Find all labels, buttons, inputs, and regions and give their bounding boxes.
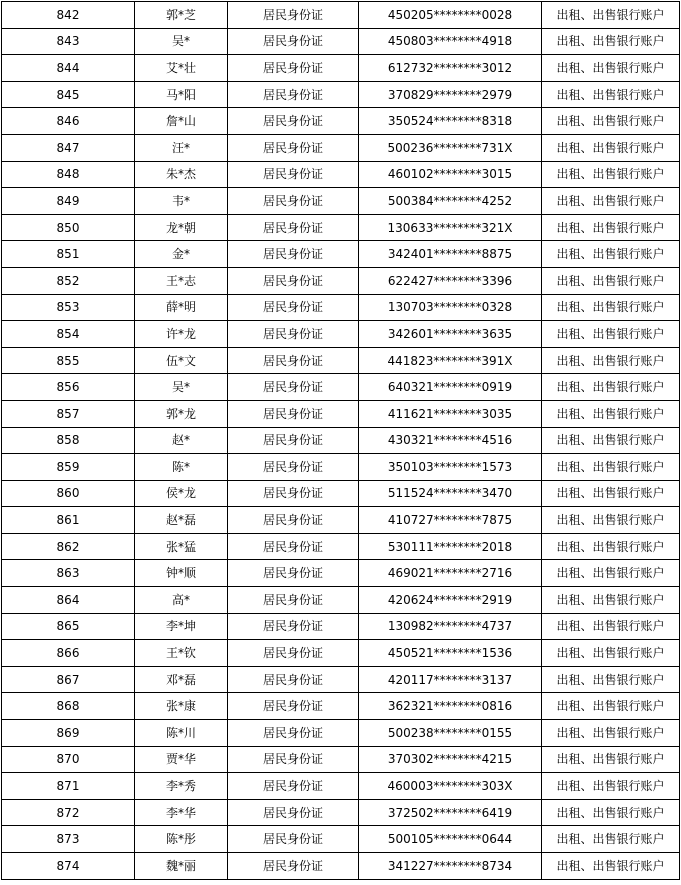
id-type-cell: 居民身份证 [228,666,359,693]
person-name-cell: 汪* [135,134,228,161]
id-number-cell: 430321********4516 [359,427,542,454]
row-number-cell: 871 [2,773,135,800]
id-type-cell: 居民身份证 [228,347,359,374]
row-number-cell: 844 [2,55,135,82]
id-number-cell: 372502********6419 [359,799,542,826]
violation-type-cell: 出租、出售银行账户 [542,374,680,401]
violation-type-cell: 出租、出售银行账户 [542,55,680,82]
violation-type-cell: 出租、出售银行账户 [542,108,680,135]
id-number-cell: 530111********2018 [359,533,542,560]
id-type-cell: 居民身份证 [228,799,359,826]
violation-type-cell: 出租、出售银行账户 [542,294,680,321]
violation-type-cell: 出租、出售银行账户 [542,799,680,826]
table-row [2,613,680,640]
row-number-cell: 855 [2,347,135,374]
violation-type-cell: 出租、出售银行账户 [542,826,680,853]
violation-type-cell: 出租、出售银行账户 [542,28,680,55]
row-number-cell: 862 [2,533,135,560]
id-number-cell: 420117********3137 [359,666,542,693]
id-number-cell: 350524********8318 [359,108,542,135]
violation-type-cell: 出租、出售银行账户 [542,400,680,427]
row-number-cell: 857 [2,400,135,427]
violation-type-cell: 出租、出售银行账户 [542,560,680,587]
row-number-cell: 858 [2,427,135,454]
id-number-cell: 362321********0816 [359,693,542,720]
table-row [2,826,680,853]
violation-type-cell: 出租、出售银行账户 [542,134,680,161]
violation-type-cell: 出租、出售银行账户 [542,427,680,454]
id-number-cell: 370302********4215 [359,746,542,773]
id-type-cell: 居民身份证 [228,533,359,560]
violation-type-cell: 出租、出售银行账户 [542,161,680,188]
table-row [2,28,680,55]
person-name-cell: 艾*壮 [135,55,228,82]
violation-type-cell: 出租、出售银行账户 [542,720,680,747]
violation-type-cell: 出租、出售银行账户 [542,853,680,880]
person-name-cell: 朱*杰 [135,161,228,188]
id-number-cell: 370829********2979 [359,81,542,108]
row-number-cell: 848 [2,161,135,188]
table-row [2,55,680,82]
id-type-cell: 居民身份证 [228,2,359,29]
id-number-cell: 342601********3635 [359,321,542,348]
row-number-cell: 874 [2,853,135,880]
id-type-cell: 居民身份证 [228,188,359,215]
table-row [2,587,680,614]
violation-type-cell: 出租、出售银行账户 [542,666,680,693]
violation-type-cell: 出租、出售银行账户 [542,693,680,720]
id-number-cell: 500238********0155 [359,720,542,747]
table-row [2,267,680,294]
person-name-cell: 魏*丽 [135,853,228,880]
person-name-cell: 郭*龙 [135,400,228,427]
table-row [2,533,680,560]
row-number-cell: 850 [2,214,135,241]
person-name-cell: 陈*彤 [135,826,228,853]
person-name-cell: 邓*磊 [135,666,228,693]
violation-type-cell: 出租、出售银行账户 [542,480,680,507]
id-type-cell: 居民身份证 [228,507,359,534]
id-number-cell: 410727********7875 [359,507,542,534]
id-number-cell: 460003********303X [359,773,542,800]
table-row [2,241,680,268]
table-row [2,400,680,427]
table-row [2,134,680,161]
person-name-cell: 韦* [135,188,228,215]
person-name-cell: 赵* [135,427,228,454]
person-name-cell: 吴* [135,28,228,55]
row-number-cell: 861 [2,507,135,534]
row-number-cell: 870 [2,746,135,773]
table-row [2,81,680,108]
row-number-cell: 849 [2,188,135,215]
records-table-body [2,2,680,880]
table-row [2,188,680,215]
person-name-cell: 龙*朝 [135,214,228,241]
person-name-cell: 陈*川 [135,720,228,747]
row-number-cell: 859 [2,454,135,481]
id-type-cell: 居民身份证 [228,773,359,800]
row-number-cell: 872 [2,799,135,826]
violation-type-cell: 出租、出售银行账户 [542,613,680,640]
person-name-cell: 张*康 [135,693,228,720]
table-row [2,853,680,880]
id-type-cell: 居民身份证 [228,826,359,853]
table-row [2,161,680,188]
row-number-cell: 863 [2,560,135,587]
id-type-cell: 居民身份证 [228,454,359,481]
violation-type-cell: 出租、出售银行账户 [542,267,680,294]
person-name-cell: 詹*山 [135,108,228,135]
row-number-cell: 866 [2,640,135,667]
row-number-cell: 842 [2,2,135,29]
row-number-cell: 873 [2,826,135,853]
records-table [1,1,680,880]
row-number-cell: 847 [2,134,135,161]
id-number-cell: 450521********1536 [359,640,542,667]
table-row [2,773,680,800]
id-type-cell: 居民身份证 [228,321,359,348]
id-number-cell: 500236********731X [359,134,542,161]
table-row [2,507,680,534]
person-name-cell: 高* [135,587,228,614]
row-number-cell: 853 [2,294,135,321]
id-number-cell: 341227********8734 [359,853,542,880]
table-row [2,454,680,481]
table-row [2,720,680,747]
id-type-cell: 居民身份证 [228,480,359,507]
row-number-cell: 865 [2,613,135,640]
violation-type-cell: 出租、出售银行账户 [542,773,680,800]
id-number-cell: 130982********4737 [359,613,542,640]
id-number-cell: 441823********391X [359,347,542,374]
violation-type-cell: 出租、出售银行账户 [542,214,680,241]
person-name-cell: 吴* [135,374,228,401]
person-name-cell: 王*志 [135,267,228,294]
id-number-cell: 500105********0644 [359,826,542,853]
id-number-cell: 130703********0328 [359,294,542,321]
id-number-cell: 420624********2919 [359,587,542,614]
person-name-cell: 贾*华 [135,746,228,773]
id-type-cell: 居民身份证 [228,560,359,587]
violation-type-cell: 出租、出售银行账户 [542,507,680,534]
violation-type-cell: 出租、出售银行账户 [542,2,680,29]
row-number-cell: 846 [2,108,135,135]
id-number-cell: 130633********321X [359,214,542,241]
row-number-cell: 868 [2,693,135,720]
table-row [2,480,680,507]
id-number-cell: 342401********8875 [359,241,542,268]
violation-type-cell: 出租、出售银行账户 [542,454,680,481]
id-type-cell: 居民身份证 [228,81,359,108]
person-name-cell: 李*华 [135,799,228,826]
violation-type-cell: 出租、出售银行账户 [542,241,680,268]
row-number-cell: 843 [2,28,135,55]
table-row [2,374,680,401]
person-name-cell: 伍*文 [135,347,228,374]
violation-type-cell: 出租、出售银行账户 [542,640,680,667]
table-row [2,560,680,587]
violation-type-cell: 出租、出售银行账户 [542,587,680,614]
table-row [2,640,680,667]
violation-type-cell: 出租、出售银行账户 [542,188,680,215]
row-number-cell: 845 [2,81,135,108]
row-number-cell: 864 [2,587,135,614]
id-type-cell: 居民身份证 [228,134,359,161]
id-number-cell: 469021********2716 [359,560,542,587]
id-number-cell: 450205********0028 [359,2,542,29]
row-number-cell: 860 [2,480,135,507]
row-number-cell: 869 [2,720,135,747]
violation-type-cell: 出租、出售银行账户 [542,321,680,348]
table-row [2,746,680,773]
id-number-cell: 622427********3396 [359,267,542,294]
id-number-cell: 411621********3035 [359,400,542,427]
row-number-cell: 854 [2,321,135,348]
table-row [2,321,680,348]
person-name-cell: 钟*顺 [135,560,228,587]
id-type-cell: 居民身份证 [228,161,359,188]
person-name-cell: 许*龙 [135,321,228,348]
id-type-cell: 居民身份证 [228,294,359,321]
id-number-cell: 460102********3015 [359,161,542,188]
id-type-cell: 居民身份证 [228,746,359,773]
id-type-cell: 居民身份证 [228,693,359,720]
id-type-cell: 居民身份证 [228,587,359,614]
violation-type-cell: 出租、出售银行账户 [542,81,680,108]
id-type-cell: 居民身份证 [228,613,359,640]
id-number-cell: 350103********1573 [359,454,542,481]
row-number-cell: 867 [2,666,135,693]
id-type-cell: 居民身份证 [228,214,359,241]
person-name-cell: 赵*磊 [135,507,228,534]
id-type-cell: 居民身份证 [228,374,359,401]
id-number-cell: 500384********4252 [359,188,542,215]
id-type-cell: 居民身份证 [228,720,359,747]
table-row [2,2,680,29]
id-number-cell: 612732********3012 [359,55,542,82]
id-type-cell: 居民身份证 [228,28,359,55]
violation-type-cell: 出租、出售银行账户 [542,347,680,374]
id-type-cell: 居民身份证 [228,640,359,667]
table-row [2,799,680,826]
table-row [2,214,680,241]
id-type-cell: 居民身份证 [228,853,359,880]
id-number-cell: 450803********4918 [359,28,542,55]
table-row [2,108,680,135]
id-type-cell: 居民身份证 [228,267,359,294]
person-name-cell: 侯*龙 [135,480,228,507]
person-name-cell: 王*钦 [135,640,228,667]
table-row [2,427,680,454]
person-name-cell: 李*秀 [135,773,228,800]
id-type-cell: 居民身份证 [228,55,359,82]
table-row [2,347,680,374]
table-row [2,294,680,321]
person-name-cell: 陈* [135,454,228,481]
violation-type-cell: 出租、出售银行账户 [542,533,680,560]
table-row [2,693,680,720]
id-type-cell: 居民身份证 [228,108,359,135]
id-number-cell: 511524********3470 [359,480,542,507]
row-number-cell: 851 [2,241,135,268]
id-number-cell: 640321********0919 [359,374,542,401]
table-row [2,666,680,693]
person-name-cell: 张*猛 [135,533,228,560]
violation-type-cell: 出租、出售银行账户 [542,746,680,773]
id-type-cell: 居民身份证 [228,400,359,427]
person-name-cell: 郭*芝 [135,2,228,29]
row-number-cell: 852 [2,267,135,294]
person-name-cell: 金* [135,241,228,268]
id-type-cell: 居民身份证 [228,241,359,268]
person-name-cell: 薛*明 [135,294,228,321]
person-name-cell: 李*坤 [135,613,228,640]
id-type-cell: 居民身份证 [228,427,359,454]
row-number-cell: 856 [2,374,135,401]
person-name-cell: 马*阳 [135,81,228,108]
